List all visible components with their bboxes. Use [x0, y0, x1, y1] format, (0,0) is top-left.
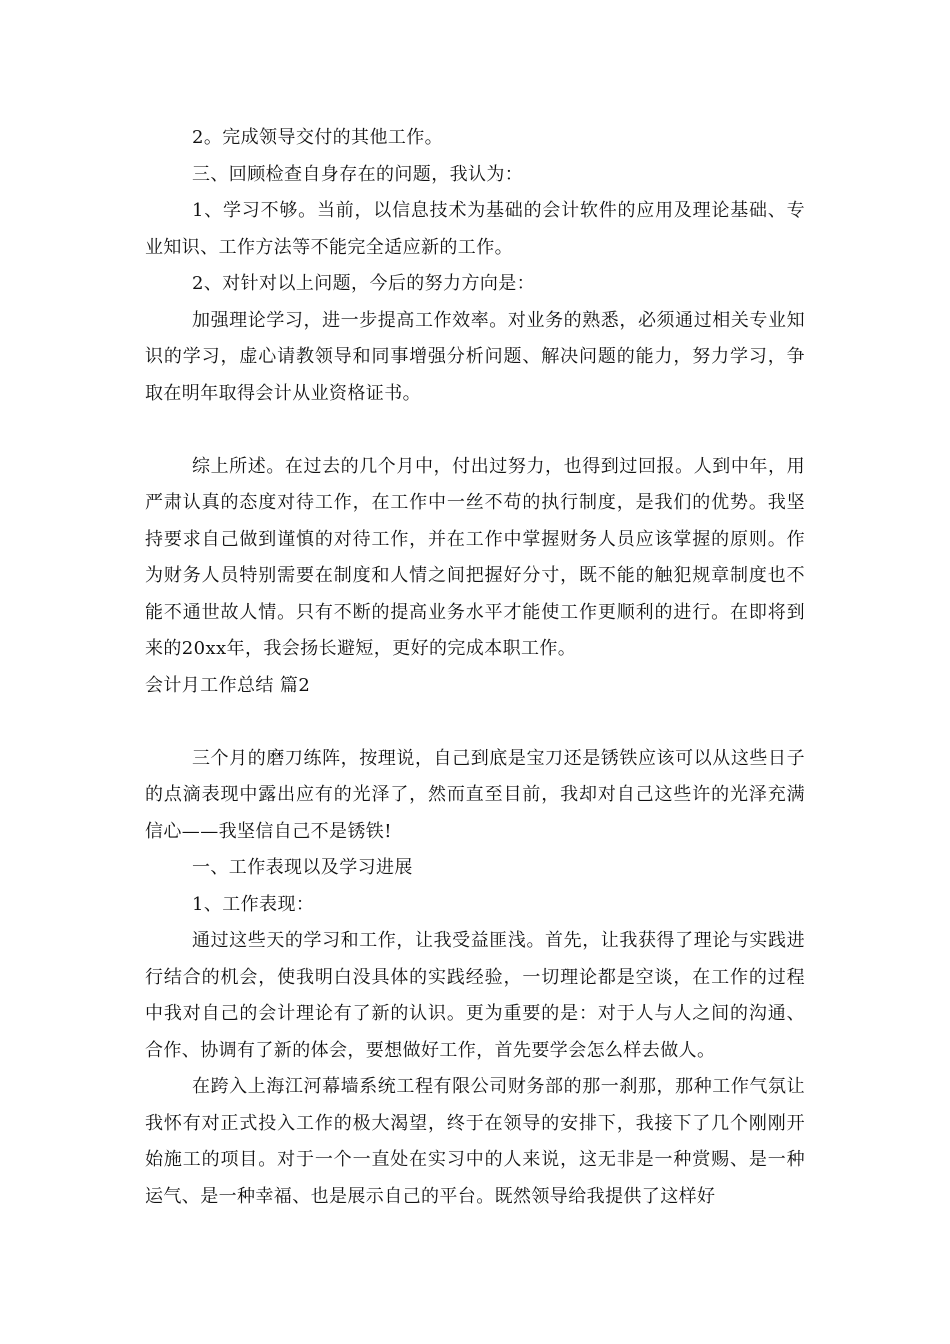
paragraph: 1、学习不够。当前，以信息技术为基础的会计软件的应用及理论基础、专业知识、工作方法等不能完全适应新的工作。: [145, 200, 805, 258]
blank-line: [145, 412, 805, 449]
paragraph: 三、回顾检查自身存在的问题，我认为：: [192, 163, 524, 185]
blank-line: [145, 704, 805, 741]
document-page: [145, 120, 805, 1215]
paragraph: 加强理论学习，进一步提高工作效率。对业务的熟悉，必须通过相关专业知识的学习，虚心请教领导和同事增强分析问题、解决问题的能力，努力学习，争取在明年取得会计从业资格证书。: [145, 309, 805, 404]
paragraph: 1、工作表现：: [192, 893, 315, 915]
paragraph: 一、工作表现以及学习进展: [192, 857, 413, 878]
paragraph: 2、对针对以上问题，今后的努力方向是：: [192, 273, 536, 294]
paragraph: 通过这些天的学习和工作，让我受益匪浅。首先，让我获得了理论与实践进行结合的机会，使我明白没具体的实践经验，一切理论都是空谈，在工作的过程中我对自己的会计理论有了新的认识。更为重要的是：对于人与人之间的沟通、合作、协调有了新的体会，要想做好工作，首先要学会怎么样去做人。: [145, 930, 805, 1061]
paragraph: 三个月的磨刀练阵，按理说，自己到底是宝刀还是锈铁应该可以从这些日子的点滴表现中露出应有的光泽了，然而直至目前，我却对自己这些许的光泽充满信心——我坚信自己不是锈铁!: [145, 747, 805, 842]
paragraph: 在跨入上海江河幕墙系统工程有限公司财务部的那一刹那，那种工作气氛让我怀有对正式投入工作的极大渴望，终于在领导的安排下，我接下了几个刚刚开始施工的项目。对于一个一直处在实习中的人来说，这无非是一种赏赐、是一种运气、是一种幸福、也是展示自己的平台。既然领导给我提供了这样好: [145, 1076, 805, 1207]
section-heading: 会计月工作总结 篇2: [145, 674, 311, 696]
paragraph: 2。完成领导交付的其他工作。: [192, 127, 444, 148]
summary-paragraph: 综上所述。在过去的几个月中，付出过努力，也得到过回报。人到中年，用严肃认真的态度对待工作，在工作中一丝不苟的执行制度，是我们的优势。我坚持要求自己做到谨慎的对待工作，并在工作中掌握财务人员应该掌握的原则。作为财务人员特别需要在制度和人情之间把握好分寸，既不能的触犯规章制度也不能不通世故人情。只有不断的提高业务水平才能使工作更顺利的进行。在即将到来的20xx年，我会扬长避短，更好的完成本职工作。: [145, 455, 805, 659]
